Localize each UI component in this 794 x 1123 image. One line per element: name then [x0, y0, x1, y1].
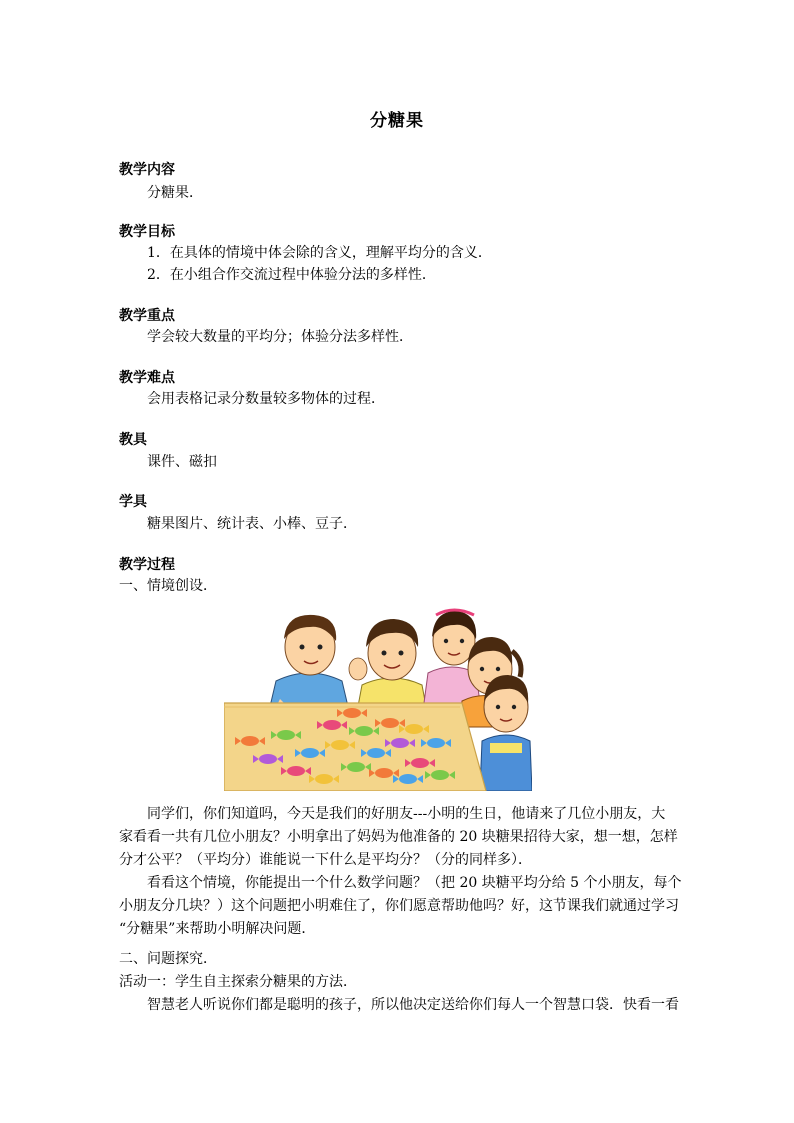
paragraph-intro-line-3: 分才公平？（平均分）谁能说一下什么是平均分？（分的同样多）． [119, 852, 532, 868]
section2-heading: 二、问题探究． [119, 951, 217, 967]
heading-student-tools: 学具 [119, 494, 147, 510]
paragraph-question [119, 872, 682, 941]
paragraph-intro-line-1: 同学们，你们知道吗，今天是我们的好朋友---小明的生日，他请来了几位小朋友，大 [147, 806, 666, 822]
paragraph-intro-line-2: 家看看一共有几位小朋友？小明拿出了妈妈为他准备的 20 块糖果招待大家，想一想，怎样 [119, 829, 678, 845]
student-tools-text: 糖果图片、统计表、小棒、豆子． [147, 516, 357, 532]
paragraph-intro [119, 803, 678, 872]
activity1-text: 活动一：学生自主探索分糖果的方法． [119, 974, 357, 990]
paragraph-question-line-1: 看看这个情境，你能提出一个什么数学问题？（把 20 块糖平均分给 5 个小朋友，每个 [147, 875, 682, 891]
heading-key: 教学重点 [119, 308, 175, 324]
heading-difficulty: 教学难点 [119, 370, 175, 386]
heading-tools: 教具 [119, 432, 147, 448]
boy-blue-shirt [268, 615, 350, 715]
children-sharing-candies-illustration [224, 603, 532, 791]
section2-text: 智慧老人听说你们都是聪明的孩子，所以他决定送给你们每人一个智慧口袋．快看一看 [147, 997, 679, 1013]
heading-goals: 教学目标 [119, 224, 175, 240]
boy-yellow-shirt [349, 619, 428, 717]
tools-text: 课件、磁扣 [147, 454, 217, 470]
heading-process: 教学过程 [119, 557, 175, 573]
goal-item-1: 1．在具体的情境中体会除的含义，理解平均分的含义． [147, 245, 492, 261]
heading-content: 教学内容 [119, 162, 175, 178]
content-text: 分糖果． [147, 185, 203, 201]
paragraph-question-line-2: 小朋友分几块？）这个问题把小明难住了，你们愿意帮助他吗？好，这节课我们就通过学习 [119, 898, 679, 914]
paragraph-question-line-3: “分糖果”来帮助小明解决问题． [119, 921, 316, 937]
difficulty-text: 会用表格记录分数量较多物体的过程． [147, 391, 385, 407]
goal-item-2: 2．在小组合作交流过程中体验分法的多样性． [147, 267, 436, 283]
page-title: 分糖果 [370, 111, 424, 131]
step1-text: 一、情境创设． [119, 578, 217, 594]
key-text: 学会较大数量的平均分；体验分法多样性． [147, 329, 413, 345]
